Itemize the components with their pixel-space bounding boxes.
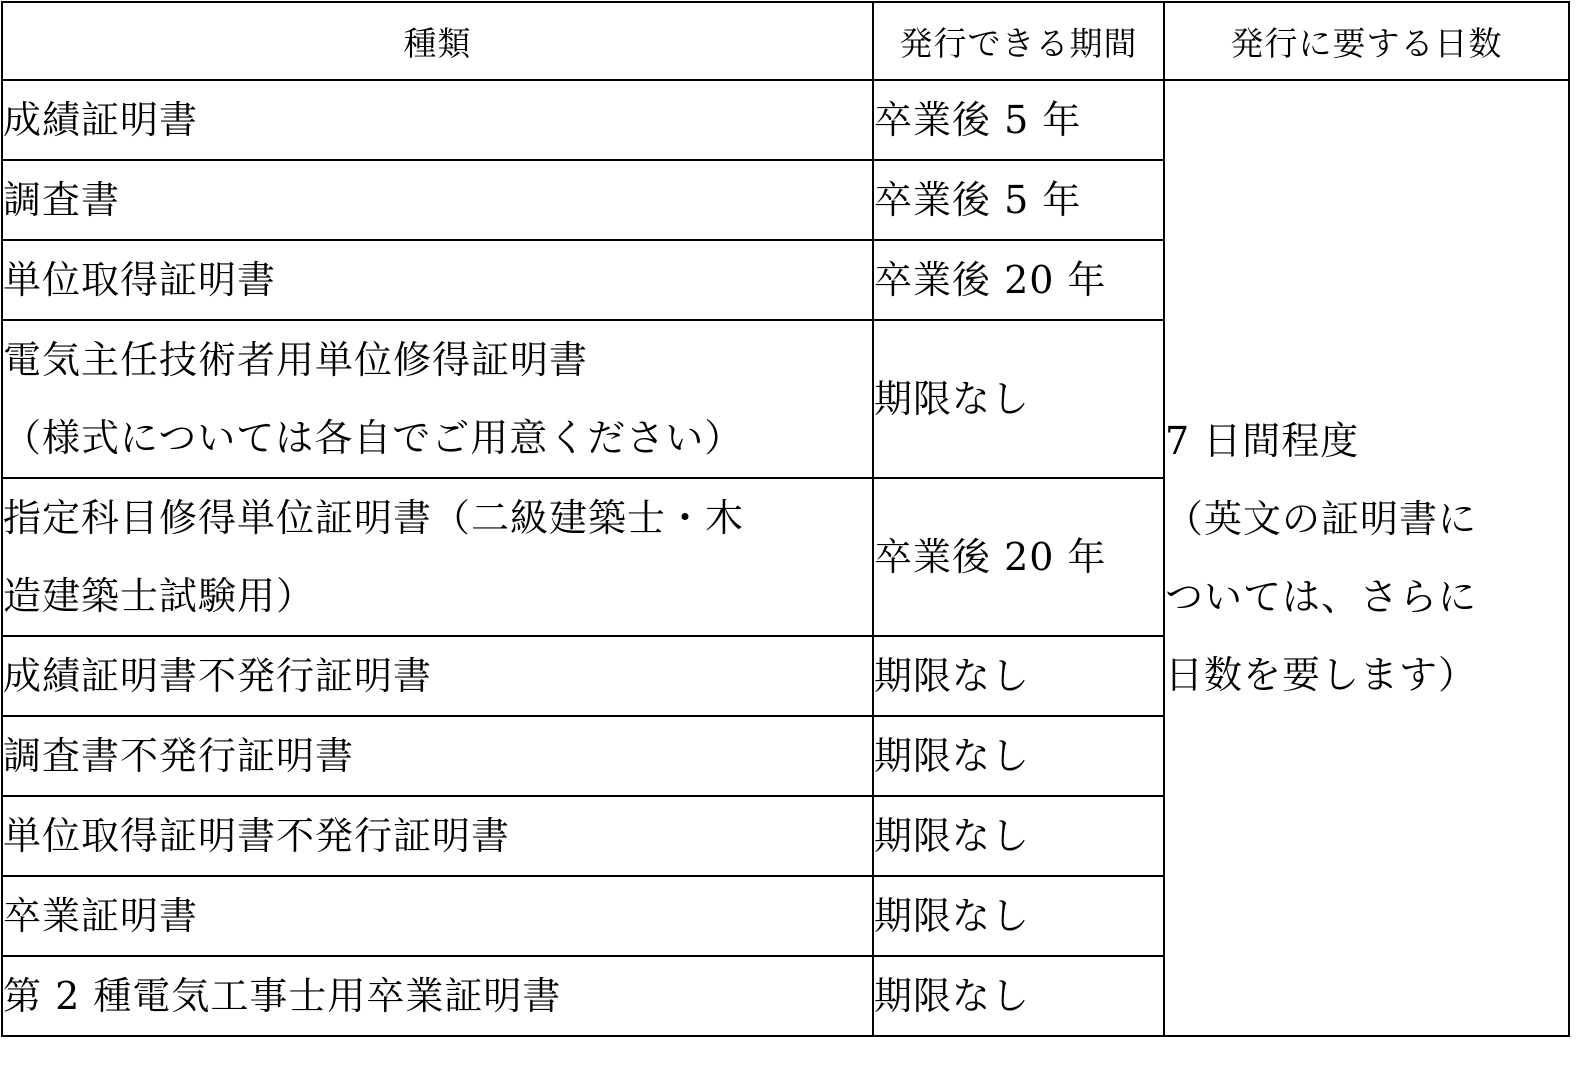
type-cell — [2, 478, 873, 636]
type-cell — [2, 956, 873, 1036]
period-cell: 期限なし — [873, 876, 1164, 956]
type-label: 調査書不発行証明書 — [3, 734, 355, 778]
days-cell — [1164, 80, 1569, 1036]
period-cell: 期限なし — [873, 796, 1164, 876]
type-label: 成績証明書 — [3, 98, 199, 142]
type-label: 電気主任技術者用単位修得証明書 — [3, 338, 589, 382]
certificate-table — [1, 1, 1570, 1037]
type-label: 単位取得証明書 — [3, 258, 277, 302]
header-period: 発行できる期間 — [873, 2, 1164, 80]
period-cell: 卒業後 5 年 — [873, 160, 1164, 240]
type-label: 卒業証明書 — [3, 894, 199, 938]
header-days: 発行に要する日数 — [1164, 2, 1569, 80]
period-cell: 期限なし — [873, 716, 1164, 796]
type-cell — [2, 160, 873, 240]
days-line: 7 日間程度 — [1165, 419, 1360, 463]
period-cell: 期限なし — [873, 956, 1164, 1036]
header-type: 種類 — [2, 2, 873, 80]
days-line: 日数を要します） — [1165, 653, 1478, 697]
table-row — [2, 80, 1569, 160]
days-line: （英文の証明書に — [1165, 497, 1478, 541]
type-cell — [2, 876, 873, 956]
type-label: 調査書 — [3, 178, 121, 222]
type-label: 成績証明書不発行証明書 — [3, 654, 433, 698]
type-cell — [2, 716, 873, 796]
type-cell — [2, 240, 873, 320]
type-label: 単位取得証明書不発行証明書 — [3, 814, 511, 858]
period-cell: 卒業後 20 年 — [873, 240, 1164, 320]
type-label: 指定科目修得単位証明書（二級建築士・木 — [3, 496, 745, 540]
type-label: 第 2 種電気工事士用卒業証明書 — [3, 974, 562, 1018]
type-cell — [2, 320, 873, 478]
type-cell — [2, 636, 873, 716]
days-line: ついては、さらに — [1165, 575, 1478, 619]
header-row — [2, 2, 1569, 80]
period-cell: 卒業後 20 年 — [873, 478, 1164, 636]
type-label: （様式については各自でご用意ください） — [3, 416, 744, 460]
period-cell: 卒業後 5 年 — [873, 80, 1164, 160]
type-label: 造建築士試験用） — [3, 574, 316, 618]
period-cell: 期限なし — [873, 320, 1164, 478]
type-cell — [2, 80, 873, 160]
type-cell — [2, 796, 873, 876]
period-cell: 期限なし — [873, 636, 1164, 716]
